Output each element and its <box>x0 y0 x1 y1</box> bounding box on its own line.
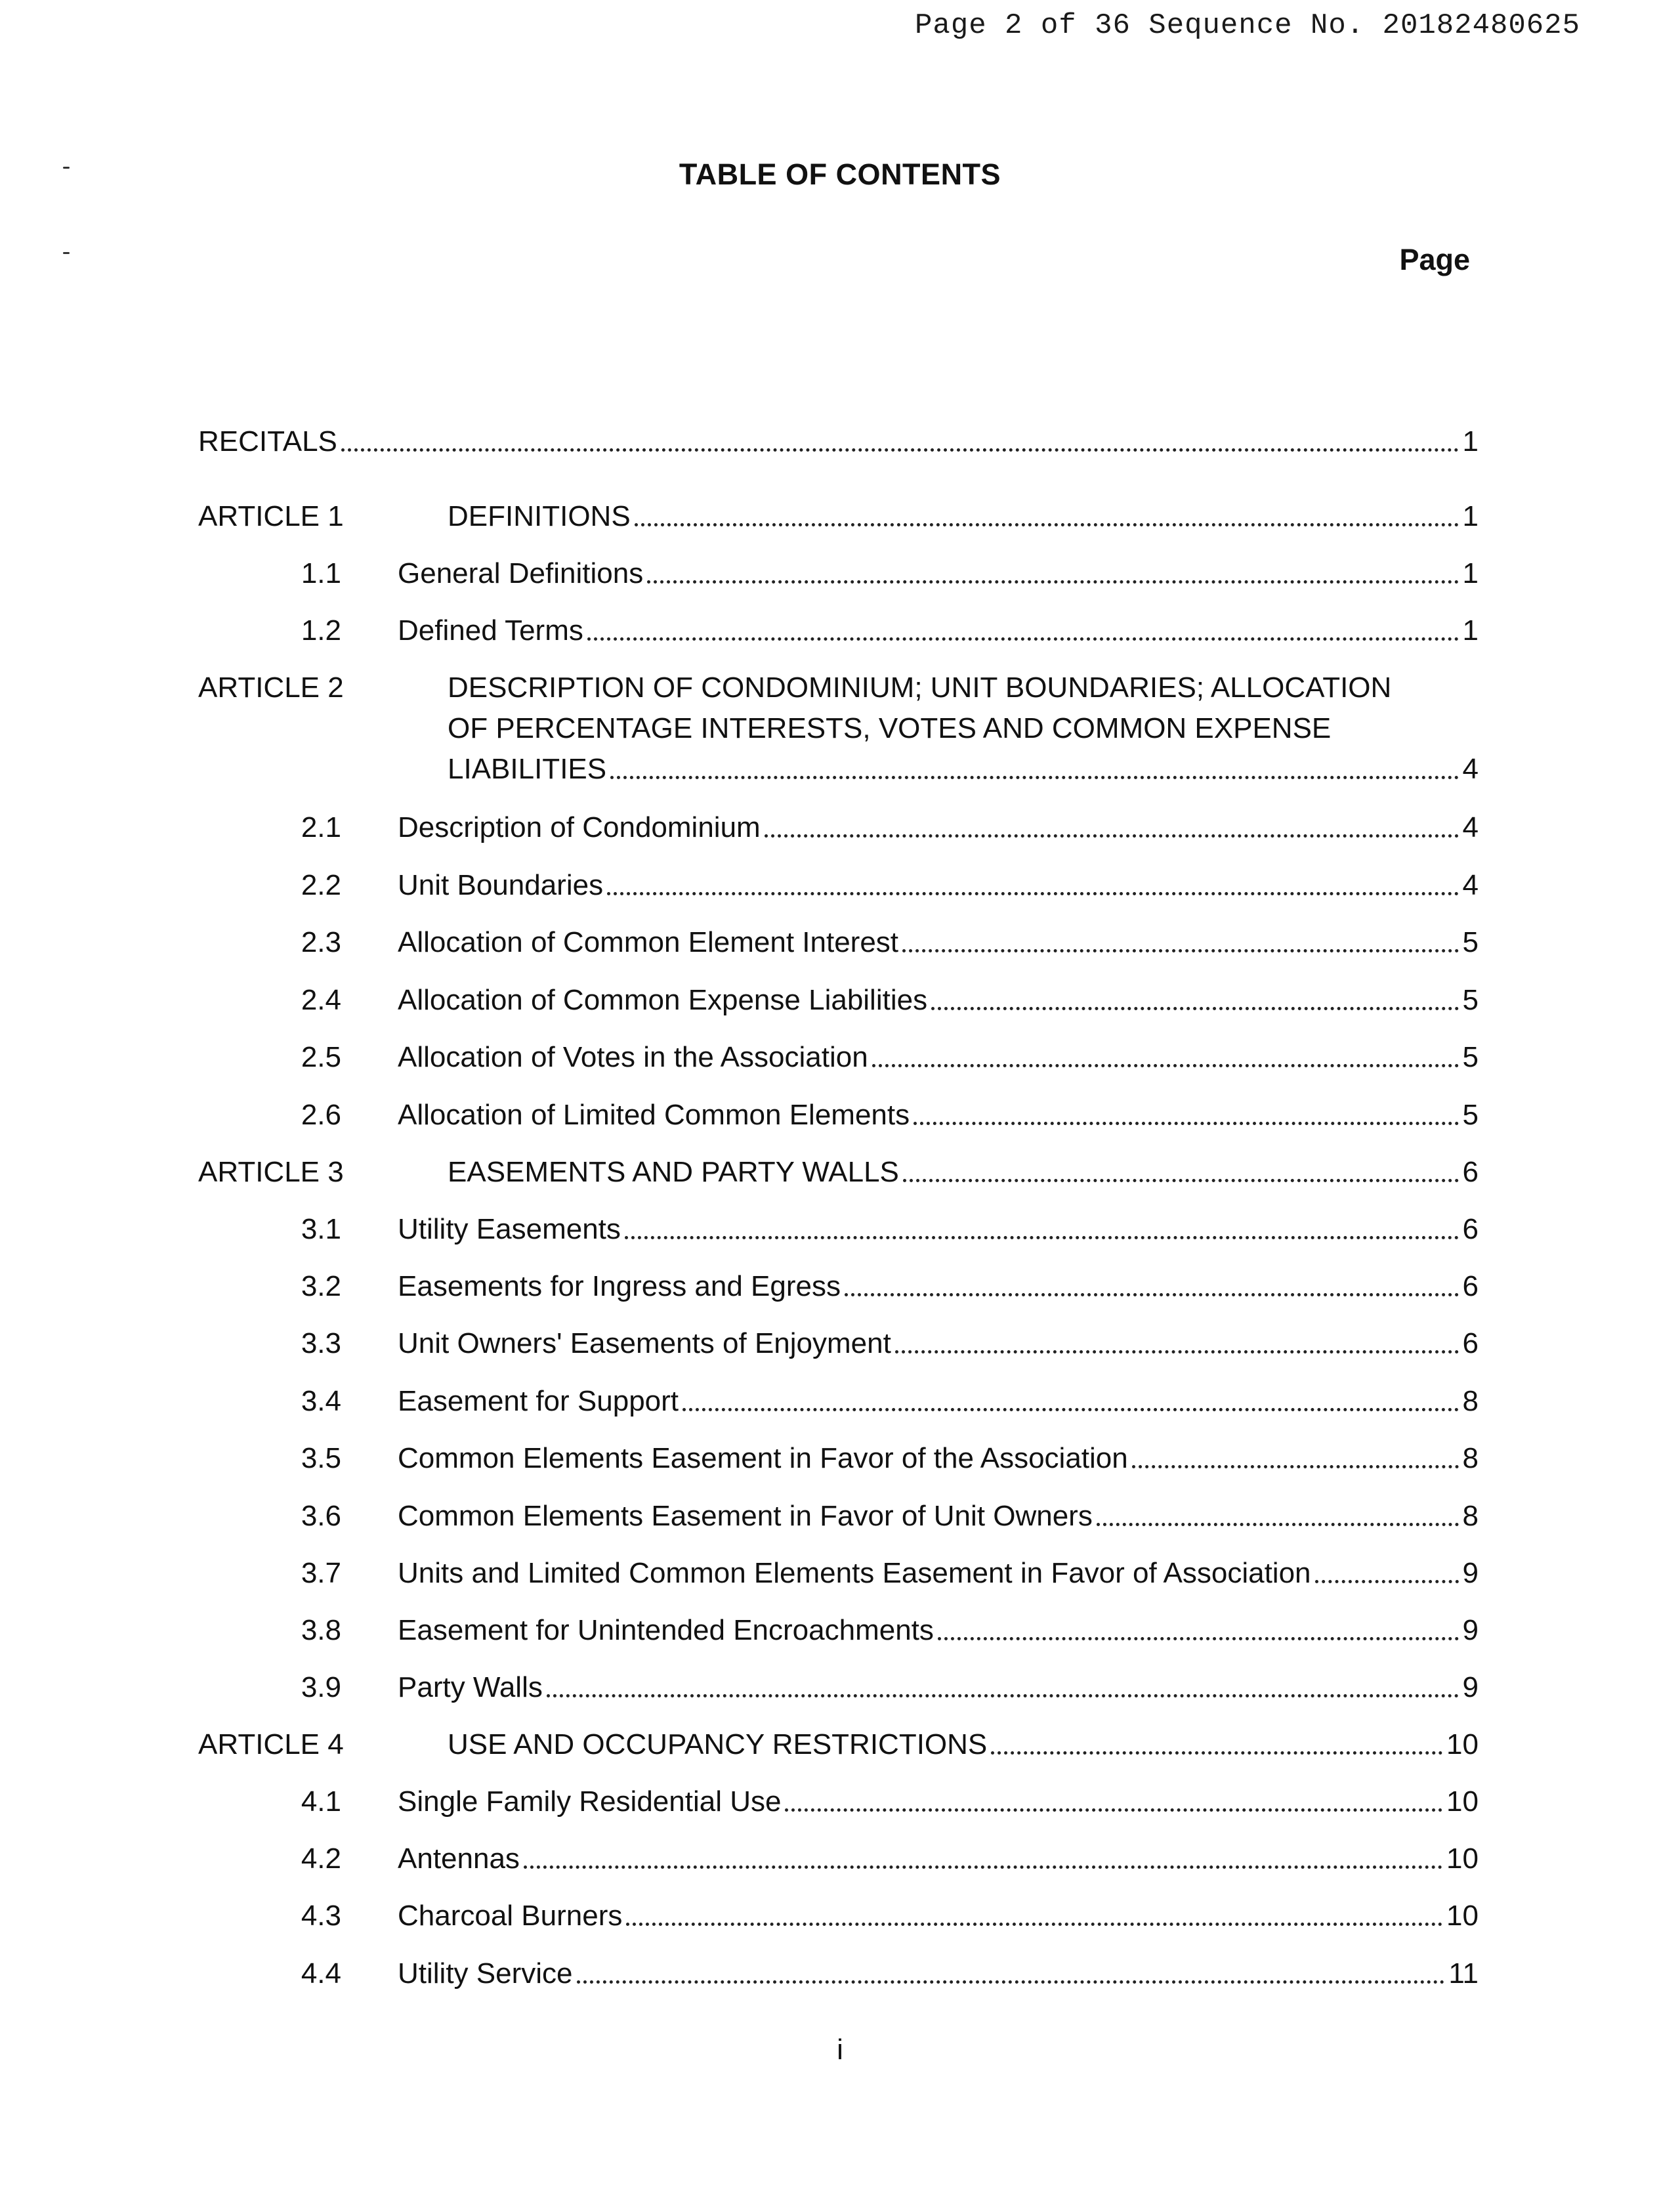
toc-entry-article-4[interactable] <box>0 1724 1680 1765</box>
toc-entry-page: 5 <box>1462 1041 1479 1073</box>
toc-entry-page: 6 <box>1462 1213 1479 1245</box>
dot-leader <box>647 580 1458 584</box>
toc-article-number: ARTICLE 3 <box>198 1156 344 1188</box>
dot-leader <box>938 1637 1459 1640</box>
toc-entry-section-4-4[interactable] <box>0 1953 1680 1994</box>
toc-section-number: 2.3 <box>301 926 341 958</box>
dot-leader <box>625 1236 1459 1239</box>
toc-entry-section-3-4[interactable] <box>0 1381 1680 1422</box>
toc-section-number: 3.3 <box>301 1327 341 1359</box>
dot-leader <box>635 523 1459 526</box>
dot-leader <box>1315 1580 1459 1583</box>
toc-entry-article-2[interactable] <box>0 668 1680 790</box>
toc-entry-section-3-7[interactable] <box>0 1553 1680 1594</box>
toc-entry-page: 10 <box>1446 1728 1479 1760</box>
toc-entry-label: Description of Condominium <box>398 811 761 843</box>
toc-section-number: 3.7 <box>301 1557 341 1589</box>
dot-leader <box>1132 1465 1459 1468</box>
toc-entry-label: RECITALS <box>198 425 337 458</box>
toc-entry-label: EASEMENTS AND PARTY WALLS <box>448 1156 899 1188</box>
dot-leader <box>577 1980 1445 1984</box>
toc-entry-label: Common Elements Easement in Favor of the Association <box>398 1442 1128 1474</box>
toc-entry-recitals[interactable] <box>0 421 1680 462</box>
dot-leader <box>991 1751 1442 1755</box>
toc-entry-section-3-6[interactable] <box>0 1496 1680 1537</box>
toc-title: TABLE OF CONTENTS <box>679 158 1001 191</box>
toc-entry-page: 8 <box>1462 1500 1479 1532</box>
toc-section-number: 3.4 <box>301 1385 341 1417</box>
toc-entry-section-2-6[interactable] <box>0 1095 1680 1136</box>
toc-entry-section-4-3[interactable] <box>0 1896 1680 1936</box>
toc-entry-label: Allocation of Common Element Interest <box>398 926 899 958</box>
toc-entry-section-2-5[interactable] <box>0 1037 1680 1078</box>
toc-entry-section-3-5[interactable] <box>0 1438 1680 1479</box>
toc-entry-page: 4 <box>1462 869 1479 901</box>
toc-entry-label: Charcoal Burners <box>398 1900 623 1932</box>
dot-leader <box>845 1293 1459 1296</box>
toc-entry-label-multiline <box>448 668 1392 749</box>
toc-entry-section-4-2[interactable] <box>0 1839 1680 1879</box>
dot-leader <box>872 1064 1459 1067</box>
toc-entry-section-3-8[interactable] <box>0 1610 1680 1651</box>
toc-article-number: ARTICLE 2 <box>198 671 344 704</box>
toc-entry-section-2-1[interactable] <box>0 807 1680 848</box>
toc-section-number: 1.2 <box>301 614 341 647</box>
toc-entry-section-2-2[interactable] <box>0 865 1680 906</box>
toc-entry-section-3-3[interactable] <box>0 1323 1680 1364</box>
toc-entry-page: 1 <box>1462 557 1479 589</box>
toc-entry-section-2-4[interactable] <box>0 980 1680 1021</box>
toc-entry-page: 8 <box>1462 1442 1479 1474</box>
toc-entry-page: 1 <box>1462 614 1479 647</box>
toc-entry-section-3-9[interactable] <box>0 1667 1680 1708</box>
toc-section-number: 2.1 <box>301 811 341 843</box>
dot-leader <box>682 1408 1459 1411</box>
dot-leader <box>895 1350 1459 1353</box>
toc-section-number: 2.6 <box>301 1099 341 1131</box>
toc-entry-page: 1 <box>1462 425 1479 458</box>
toc-entry-section-1-1[interactable] <box>0 553 1680 594</box>
toc-entry-page: 9 <box>1462 1671 1479 1703</box>
toc-section-number: 3.1 <box>301 1213 341 1245</box>
dot-leader <box>607 892 1458 895</box>
toc-article-number: ARTICLE 1 <box>198 500 344 532</box>
toc-entry-page: 1 <box>1462 500 1479 532</box>
toc-entry-label: Unit Owners' Easements of Enjoyment <box>398 1327 891 1359</box>
dot-leader <box>587 637 1459 641</box>
toc-section-number: 4.3 <box>301 1900 341 1932</box>
toc-entry-label: Allocation of Limited Common Elements <box>398 1099 910 1131</box>
toc-entry-section-3-1[interactable] <box>0 1209 1680 1250</box>
toc-entry-page: 4 <box>1462 811 1479 843</box>
dot-leader <box>931 1007 1458 1010</box>
toc-entry-page: 5 <box>1462 984 1479 1016</box>
footer-page-number: i <box>837 2034 843 2066</box>
toc-section-number: 2.2 <box>301 869 341 901</box>
toc-entry-label: Units and Limited Common Elements Easement in Favor of Association <box>398 1557 1311 1589</box>
toc-entry-label: Single Family Residential Use <box>398 1785 782 1818</box>
toc-entry-label: Party Walls <box>398 1671 543 1703</box>
toc-section-number: 4.1 <box>301 1785 341 1818</box>
toc-entry-page: 6 <box>1462 1270 1479 1302</box>
toc-entry-section-2-3[interactable] <box>0 922 1680 963</box>
dot-leader <box>785 1808 1442 1812</box>
dot-leader <box>902 949 1458 952</box>
toc-entry-page: 10 <box>1446 1785 1479 1818</box>
toc-section-number: 3.2 <box>301 1270 341 1302</box>
toc-entry-label: DEFINITIONS <box>448 500 631 532</box>
toc-entry-label-line: DESCRIPTION OF CONDOMINIUM; UNIT BOUNDARIES; ALLOCATION <box>448 671 1392 704</box>
toc-entry-section-3-2[interactable] <box>0 1266 1680 1307</box>
toc-entry-page: 5 <box>1462 926 1479 958</box>
toc-entry-page: 11 <box>1448 1957 1479 1990</box>
toc-section-number: 3.9 <box>301 1671 341 1703</box>
toc-entry-page: 4 <box>1462 753 1479 785</box>
toc-entry-article-3[interactable] <box>0 1152 1680 1193</box>
toc-entry-page: 9 <box>1462 1614 1479 1646</box>
page-sequence-stamp: Page 2 of 36 Sequence No. 20182480625 <box>915 9 1580 42</box>
toc-entry-label: USE AND OCCUPANCY RESTRICTIONS <box>448 1728 988 1760</box>
toc-section-number: 3.6 <box>301 1500 341 1532</box>
toc-entry-label: Antennas <box>398 1843 520 1875</box>
dot-leader <box>903 1179 1459 1182</box>
toc-entry-label: Defined Terms <box>398 614 583 647</box>
toc-entry-label-line: LIABILITIES <box>448 753 607 785</box>
toc-entry-page: 9 <box>1462 1557 1479 1589</box>
toc-entry-label: Allocation of Votes in the Association <box>398 1041 868 1073</box>
toc-section-number: 4.2 <box>301 1843 341 1875</box>
toc-entry-section-1-2[interactable] <box>0 610 1680 651</box>
dot-leader <box>1097 1523 1459 1526</box>
toc-entry-label: Utility Easements <box>398 1213 621 1245</box>
toc-entry-label: General Definitions <box>398 557 644 589</box>
toc-entry-page: 10 <box>1446 1900 1479 1932</box>
dot-leader <box>914 1122 1458 1125</box>
toc-entry-page: 6 <box>1462 1156 1479 1188</box>
dot-leader <box>524 1865 1442 1869</box>
dot-leader <box>341 448 1459 452</box>
toc-section-number: 3.5 <box>301 1442 341 1474</box>
toc-section-number: 1.1 <box>301 557 341 589</box>
dot-leader <box>547 1694 1459 1697</box>
toc-section-number: 2.5 <box>301 1041 341 1073</box>
toc-entry-label: Unit Boundaries <box>398 869 604 901</box>
toc-section-number: 3.8 <box>301 1614 341 1646</box>
dot-leader <box>610 776 1458 779</box>
toc-entry-article-1[interactable] <box>0 496 1680 537</box>
dot-leader <box>626 1923 1442 1926</box>
page-column-header: Page <box>1399 243 1470 276</box>
toc-entry-label: Common Elements Easement in Favor of Unit Owners <box>398 1500 1093 1532</box>
toc-section-number: 2.4 <box>301 984 341 1016</box>
dot-leader <box>765 834 1459 838</box>
toc-entry-label: Easement for Support <box>398 1385 679 1417</box>
toc-section-number: 4.4 <box>301 1957 341 1990</box>
toc-entry-page: 5 <box>1462 1099 1479 1131</box>
toc-entry-page: 10 <box>1446 1843 1479 1875</box>
toc-entry-label: Easement for Unintended Encroachments <box>398 1614 934 1646</box>
toc-entry-label: Allocation of Common Expense Liabilities <box>398 984 928 1016</box>
toc-entry-label: Utility Service <box>398 1957 573 1990</box>
toc-entry-section-4-1[interactable] <box>0 1781 1680 1822</box>
toc-entry-label-line: OF PERCENTAGE INTERESTS, VOTES AND COMMON EXPENSE <box>448 712 1332 744</box>
toc-entry-page: 8 <box>1462 1385 1479 1417</box>
toc-entry-page: 6 <box>1462 1327 1479 1359</box>
toc-entry-label: Easements for Ingress and Egress <box>398 1270 841 1302</box>
toc-article-number: ARTICLE 4 <box>198 1728 344 1760</box>
